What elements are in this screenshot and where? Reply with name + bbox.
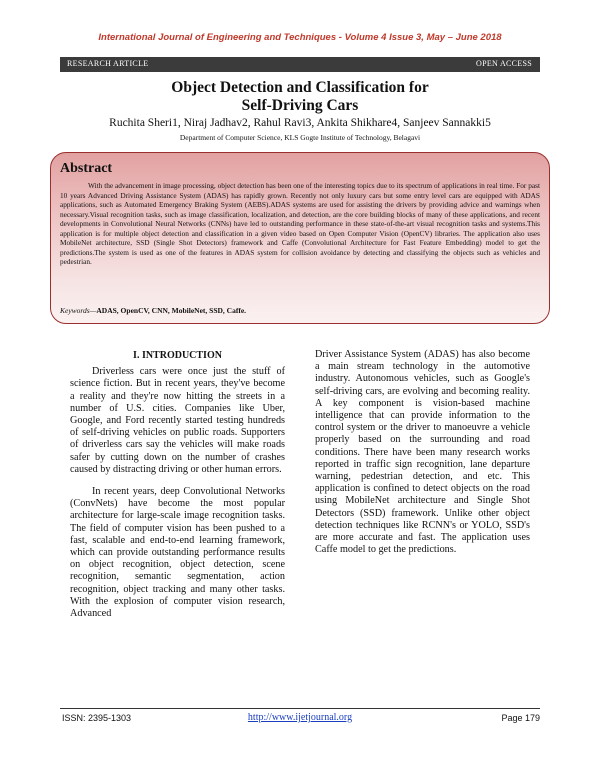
authors: Ruchita Sheri1, Niraj Jadhav2, Rahul Ravi3, Ankita Shikhare4, Sanjeev Sannakki5 [109,117,491,129]
keywords-values: ADAS, OpenCV, CNN, MobileNet, SSD, Caffe. [96,306,247,315]
title-line-2: Self-Driving Cars [241,97,359,114]
left-paragraph-2: In recent years, deep Convolutional Networks (ConvNets) have become the most popular architecture for large-scale image recognition tasks. The field of computer vision has been pushed to a fast, scalable and end-to-end learning framework, which can provide outstanding performance results on object recognition, object detection, scene recognition, semantic segmentation, action recognition, object tracking and many other tasks. With the explosion of computer vision research, Advanced [70,486,285,620]
abstract-box [50,152,550,324]
footer-issn: ISSN: 2395-1303 [62,713,132,723]
left-paragraph-1: Driverless cars were once just the stuff of science fiction. But in recent years, they've become a reality and they're now hitting the streets in a number of U.S. cities. Companies like Uber, Google, and Ford recently started testing hundreds of self-driving vehicles on public roads. Supporters of driverless cars say the vehicles will make roads safer by cutting down on the number of crashes caused by distracting driving or other human errors. [70,366,285,475]
footer-page-number: Page 179 [501,713,540,723]
keywords-label: Keywords— [60,306,97,315]
article-type-label: RESEARCH ARTICLE [67,59,149,68]
open-access-label: OPEN ACCESS [476,59,532,68]
title-line-1: Object Detection and Classification for [171,79,429,96]
journal-header: International Journal of Engineering and Techniques - Volume 4 Issue 3, May – June 2018 [98,32,502,43]
footer-rule [60,708,540,709]
article-type-bar [60,57,540,72]
right-paragraph-1: Driver Assistance System (ADAS) has also become a main stream technology in the automotive industry. Autonomous vehicles, such as Google's self-driving cars, are evolving and becoming reality. A key component is vision-based machine intelligence that can provide information to the control system or the driver to manoeuvre a vehicle properly based on the surrounding and road conditions. There have been many research works reported in traffic sign recognition, lane departure warning, pedestrian detection, and etc. This application is confined to detect objects on the road using MobileNet architecture and Single Shot Detectors (SSD) framework. Unlike other object detection techniques like RCNN's or YOLO, SSD's are more accurate and fast. The application uses Caffe model to get the predictions. [315,349,530,556]
abstract-heading: Abstract [60,161,113,176]
section-heading: I. INTRODUCTION [133,350,222,361]
right-column [315,349,530,566]
keywords [60,306,246,315]
affiliation: Department of Computer Science, KLS Gogte Institute of Technology, Belagavi [179,133,421,142]
footer-url-link[interactable]: http://www.ijetjournal.org [247,712,353,723]
paper-title [0,79,600,115]
left-column [70,350,285,630]
abstract-text: With the advancement in image processing, object detection has been one of the interesting topics due to its spectrum of applications in real time. For past 10 years Advanced Driving Assistance System (ADAS) has rapidly grown. Recently not only luxury cars but some entry level cars are equipped with ADAS applications, such as Automated Emergency Braking System (AEBS).ADAS systems are used for assisting the drivers by providing advice and warnings when necessary.Visual recognition tasks, such as image classification, localization, and detection, are the core building blocks of many of these applications, and recent developments in Convolutional Neural Networks (CNNs) have led to outstanding performance in these state-of-the-art visual recognition tasks and systems.This application is for multiple object detection and classification in a given video based on Open Computer Vision (OpenCV) libraries. The application also uses MobileNet architecture, SSD (Single Shot Detectors) framework and Caffe (Convolutional Architecture for Fast Feature Embedding) model to get the predictions.The system is used as one of the features in ADAS system for collision avoidance by detecting and classifying the objects such as vehicles and pedestrian. [60,181,540,266]
